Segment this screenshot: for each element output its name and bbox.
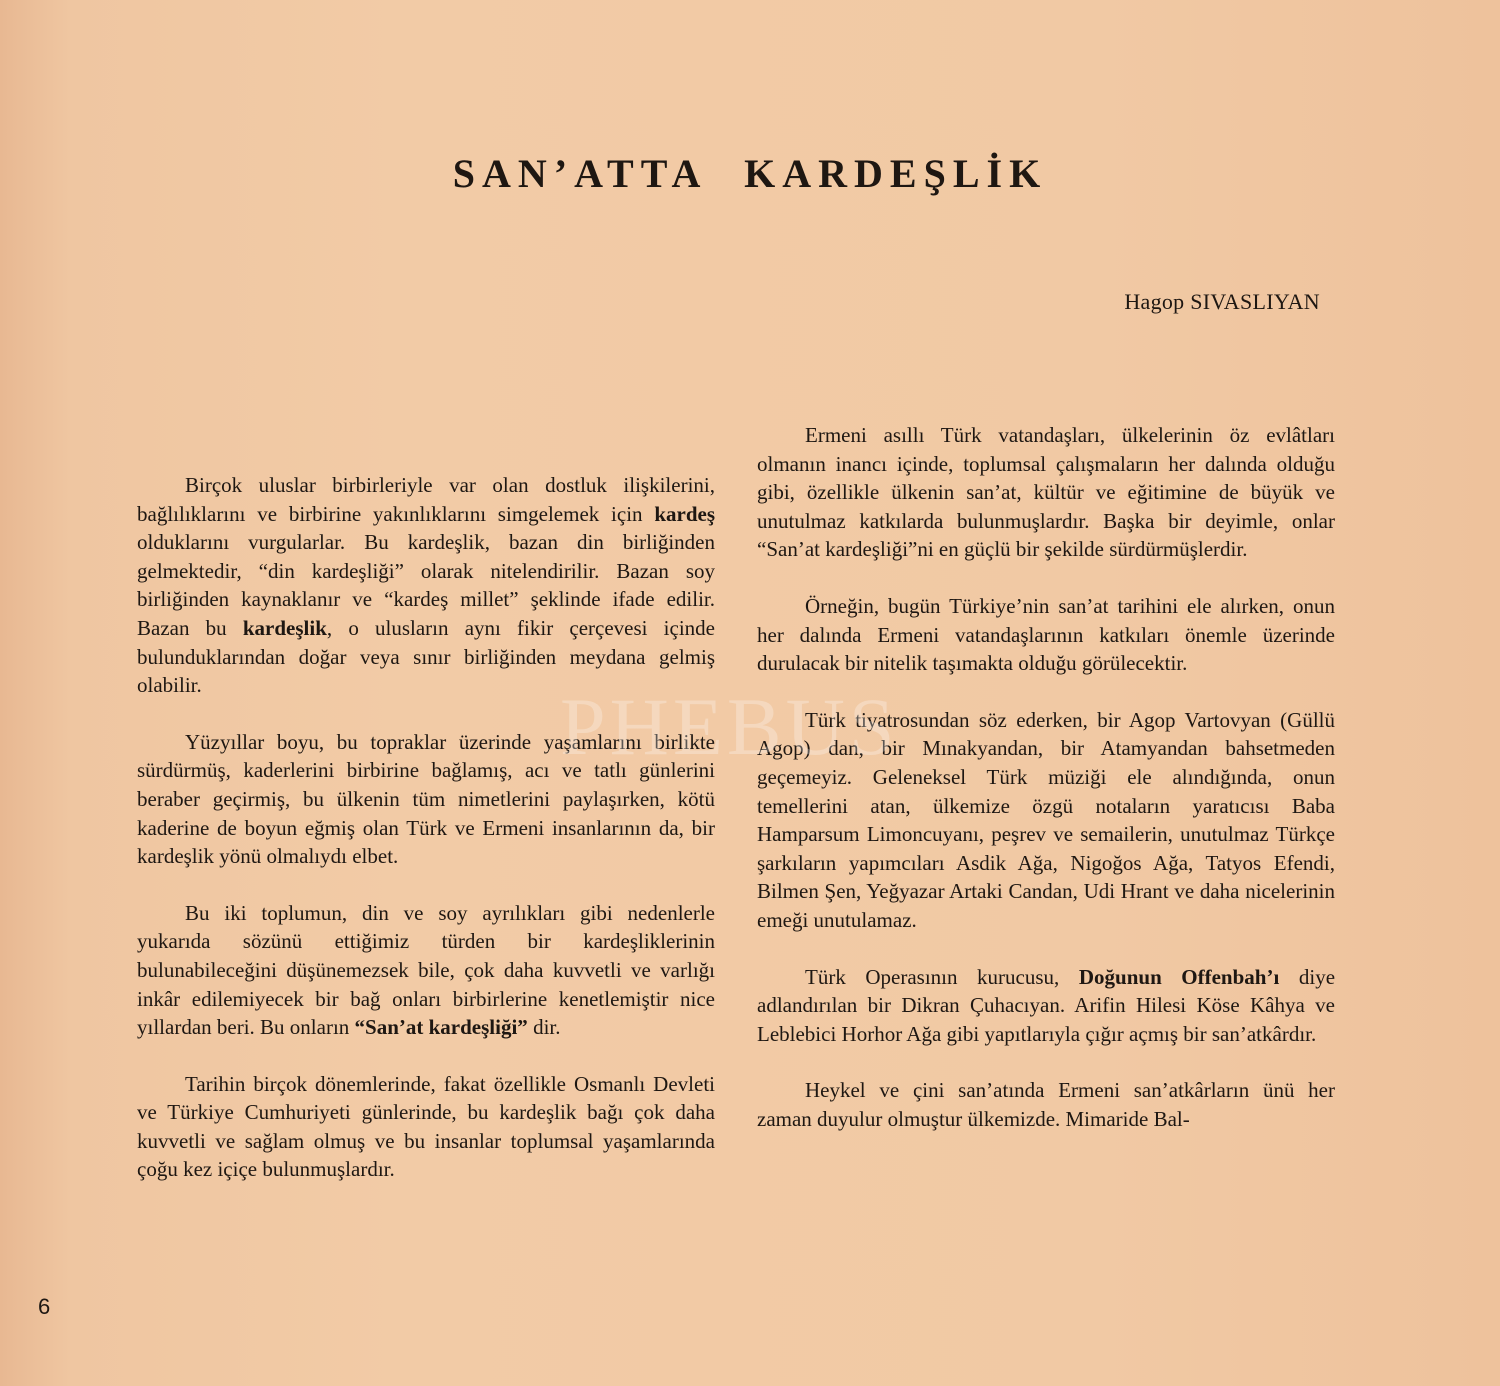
text-run: diye adlandırılan bir Dikran Çuhacıyan. Arifin Hilesi Köse Kâhya ve Leblebici Horhor Ağa gibi yapıtlarıyla çığır açmış bir san’atkârdır. [757, 964, 1336, 1046]
left-column [137, 471, 715, 1212]
paragraph: Örneğin, bugün Türkiye’nin san’at tarihini ele alırken, onun her dalında Ermeni vatandaşlarının katkıları önemle üzerinde durulacak bir nitelik taşımakta olduğu görülecektir. [757, 593, 1335, 676]
paragraph [137, 471, 715, 700]
text-run: olduklarını vurgularlar. Bu kardeşlik, bazan din birliğinden gelmektedir, “din kardeşliği” olarak nitelendirilir. Bazan soy birliğinden kaynaklanır ve “kardeş millet” şeklinde ifade edilir. Bazan bu [137, 530, 715, 640]
text-run: Türk Operasının kurucusu, [805, 964, 1079, 989]
paragraph [757, 963, 1335, 1049]
paragraph: Türk tiyatrosundan söz ederken, bir Agop Vartovyan (Güllü Agop) dan, bir Mınakyandan, bir Atamyandan bahsetmeden geçemeyiz. Geleneksel Türk müziği ele alındığında, onun temellerini atan, ülkemize özgü notaların yaratıcısı Baba Hamparsum Limoncuyanı, peşrev ve semailerin, unutulmaz Türkçe şarkıların yapımcıları Asdik Ağa, Nigoğos Ağa, Tatyos Efendi, Bilmen Şen, Yeğyazar Artaki Candan, Udi Hrant ve daha nicelerinin emeği unutulamaz. [757, 707, 1335, 932]
paragraph [137, 899, 715, 1042]
bold-term: kardeş [654, 501, 715, 526]
bold-term: Doğunun Offenbah’ı [1078, 964, 1280, 989]
paragraph: Heykel ve çini san’atında Ermeni san’atkârların ünü her zaman duyulur olmuştur ülkemizde. Mimaride Bal- [757, 1078, 1335, 1131]
text-run: dir. [527, 1015, 561, 1040]
bold-term: “San’at kardeşliği” [354, 1015, 528, 1040]
page-number: 6 [38, 1294, 51, 1319]
watermark: PHEBUS [560, 681, 899, 772]
paragraph: Tarihin birçok dönemlerinde, fakat özellikle Osmanlı Devleti ve Türkiye Cumhuriyeti günlerinde, bu kardeşlik bağı çok daha kuvvetli ve sağlam olmuş ve bu insanlar toplumsal yaşamlarında çoğu kez içiçe bulunmuşlardır. [137, 1071, 715, 1182]
paragraph: Yüzyıllar boyu, bu topraklar üzerinde yaşamlarını birlikte sürdürmüş, kaderlerini birbirine bağlamış, acı ve tatlı günlerini beraber geçirmiş, bu ülkenin tüm nimetlerini paylaşırken, kötü kaderine de boyun eğmiş olan Türk ve Ermeni insanlarının da, bir kardeşlik yönü olmalıydı elbet. [137, 729, 715, 869]
author-name: Hagop SIVASLIYAN [1124, 289, 1320, 314]
text-run: , o ulusların aynı fikir çerçevesi içinde bulunduklarından doğar veya sınır birliğinden meydana gelmiş olabilir. [137, 615, 715, 698]
text-run: Birçok uluslar birbirleriyle var olan dostluk ilişkilerini, bağlılıklarını ve birbirine yakınlıklarını simgelemek için [137, 473, 715, 526]
article-title: SAN’ATTA KARDEŞLİK [452, 151, 1048, 196]
bold-term: kardeşlik [242, 615, 327, 640]
text-run: Bu iki toplumun, din ve soy ayrılıkları gibi nedenlerle yukarıda sözünü ettiğimiz türden bir kardeşliklerinin bulunabileceğini düşünemezsek bile, çok daha kuvvetli ve varlığı inkâr edilemiyecek bir bağ onları birbirlerine kenetlemiştir nice yıllardan beri. Bu onların [137, 900, 715, 1040]
paragraph: Ermeni asıllı Türk vatandaşları, ülkelerinin öz evlâtları olmanın inancı içinde, toplumsal çalışmaların her dalında olduğu gibi, özellikle ülkenin san’at, kültür ve eğitimine de büyük ve unutulmaz katkılarda bulunmuşlardır. Başka bir deyimle, onlar “San’at kardeşliği”ni en güçlü bir şekilde sürdürmüşlerdir. [757, 423, 1335, 562]
right-column [757, 421, 1335, 1161]
